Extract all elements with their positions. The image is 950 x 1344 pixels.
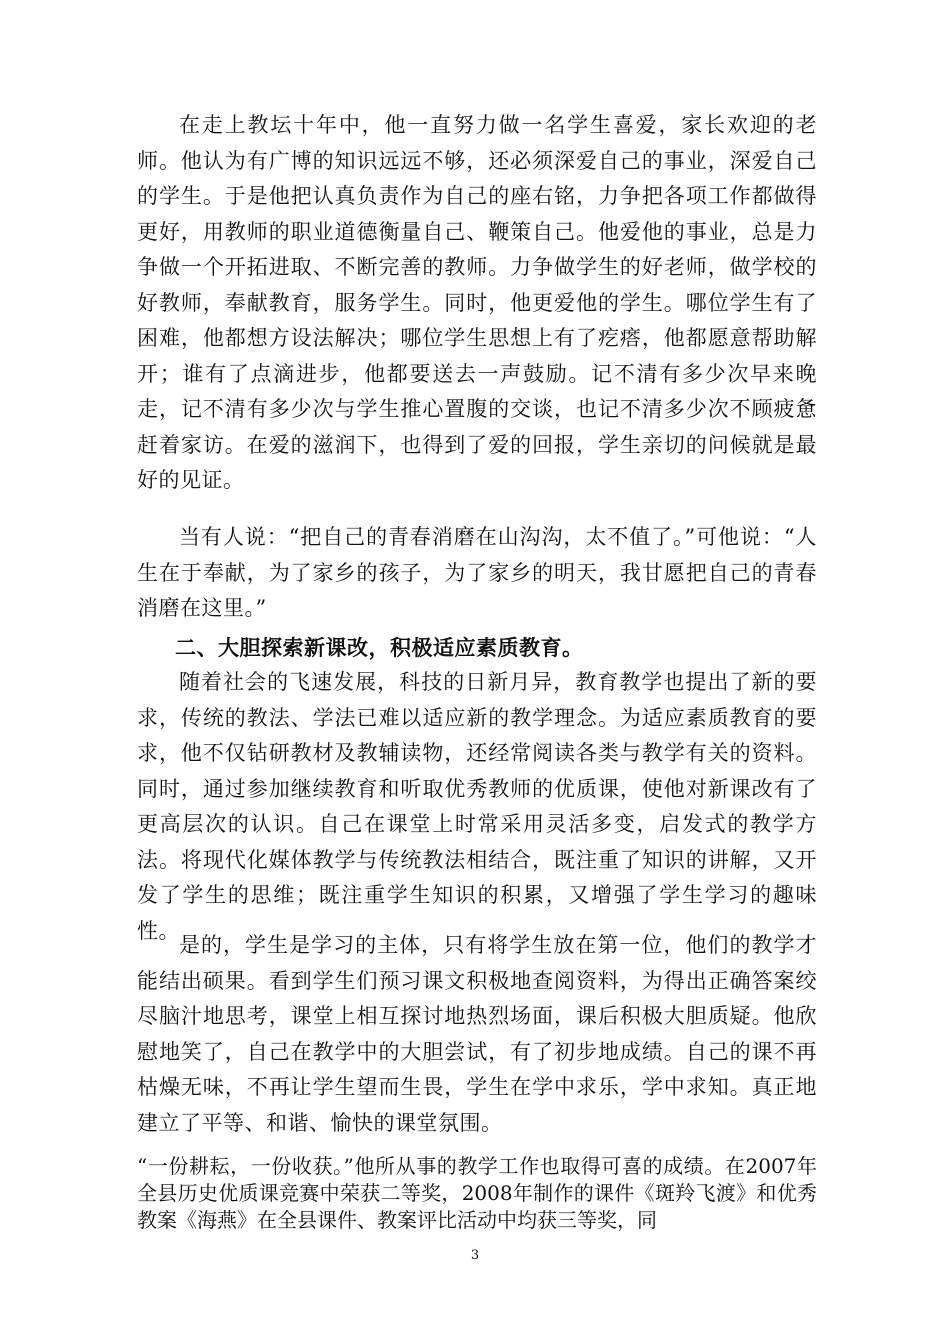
paragraph-4: 是的，学生是学习的主体，只有将学生放在第一位，他们的教学才能结出硕果。看到学生们预习课文积极地查阅资料，为得出正确答案绞尽脑汁地思考，课堂上相互探讨地热烈场面，课后积极大胆质疑。他欣慰地笑了，自己在教学中的大胆尝试，有了初步地成绩。自己的课不再枯燥无味，不再让学生望而生畏，学生在学中求乐，学中求知。真正地建立了平等、和谐、愉快的课堂氛围。: [137, 933, 817, 1135]
paragraph-3: 随着社会的飞速发展，科技的日新月异，教育教学也提出了新的要求，传统的教法、学法已难以适应新的教学理念。为适应素质教育的要求，他不仅钻研教材及教辅读物，还经常阅读各类与教学有关的资料。同时，通过参加继续教育和听取优秀教师的优质课，使他对新课改有了更高层次的认识。自己在课堂上时常采用灵活多变，启发式的教学方法。将现代化媒体教学与传统教法相结合，既注重了知识的讲解，又开发了学生的思维；既注重学生知识的积累，又增强了学生学习的趣味性。: [137, 670, 817, 943]
section-heading: 二、大胆探索新课改，积极适应素质教育。: [175, 635, 584, 660]
paragraph-1: 在走上教坛十年中，他一直努力做一名学生喜爱，家长欢迎的老师。他认为有广博的知识远远不够，还必须深爱自己的事业，深爱自己的学生。于是他把认真负责作为自己的座右铭，力争把各项工作都做得更好，用教师的职业道德衡量自己、鞭策自己。他爱他的事业，总是力争做一个开拓进取、不断完善的教师。力争做学生的好老师，做学校的好教师，奉献教育，服务学生。同时，他更爱他的学生。哪位学生有了困难，他都想方设法解决；哪位学生思想上有了疙瘩，他都愿意帮助解开；谁有了点滴进步，他都要送去一声鼓励。记不清有多少次早来晚走，记不清有多少次与学生推心置腹的交谈，也记不清多少次不顾疲惫赶着家访。在爱的滋润下，也得到了爱的回报，学生亲切的问候就是最好的见证。: [137, 113, 817, 492]
paragraph-2: 当有人说：“把自己的青春消磨在山沟沟，太不值了。”可他说：“人生在于奉献，为了家乡的孩子，为了家乡的明天，我甘愿把自己的青春消磨在这里。”: [137, 525, 817, 620]
paragraph-5: “一份耕耘，一份收获。”他所从事的教学工作也取得可喜的成绩。在2007年全县历史优质课竞赛中荣获二等奖，2008年制作的课件《斑羚飞渡》和优秀教案《海燕》在全县课件、教案评比活动中均获三等奖，同: [137, 1154, 817, 1232]
page-number: 3: [470, 1248, 480, 1263]
